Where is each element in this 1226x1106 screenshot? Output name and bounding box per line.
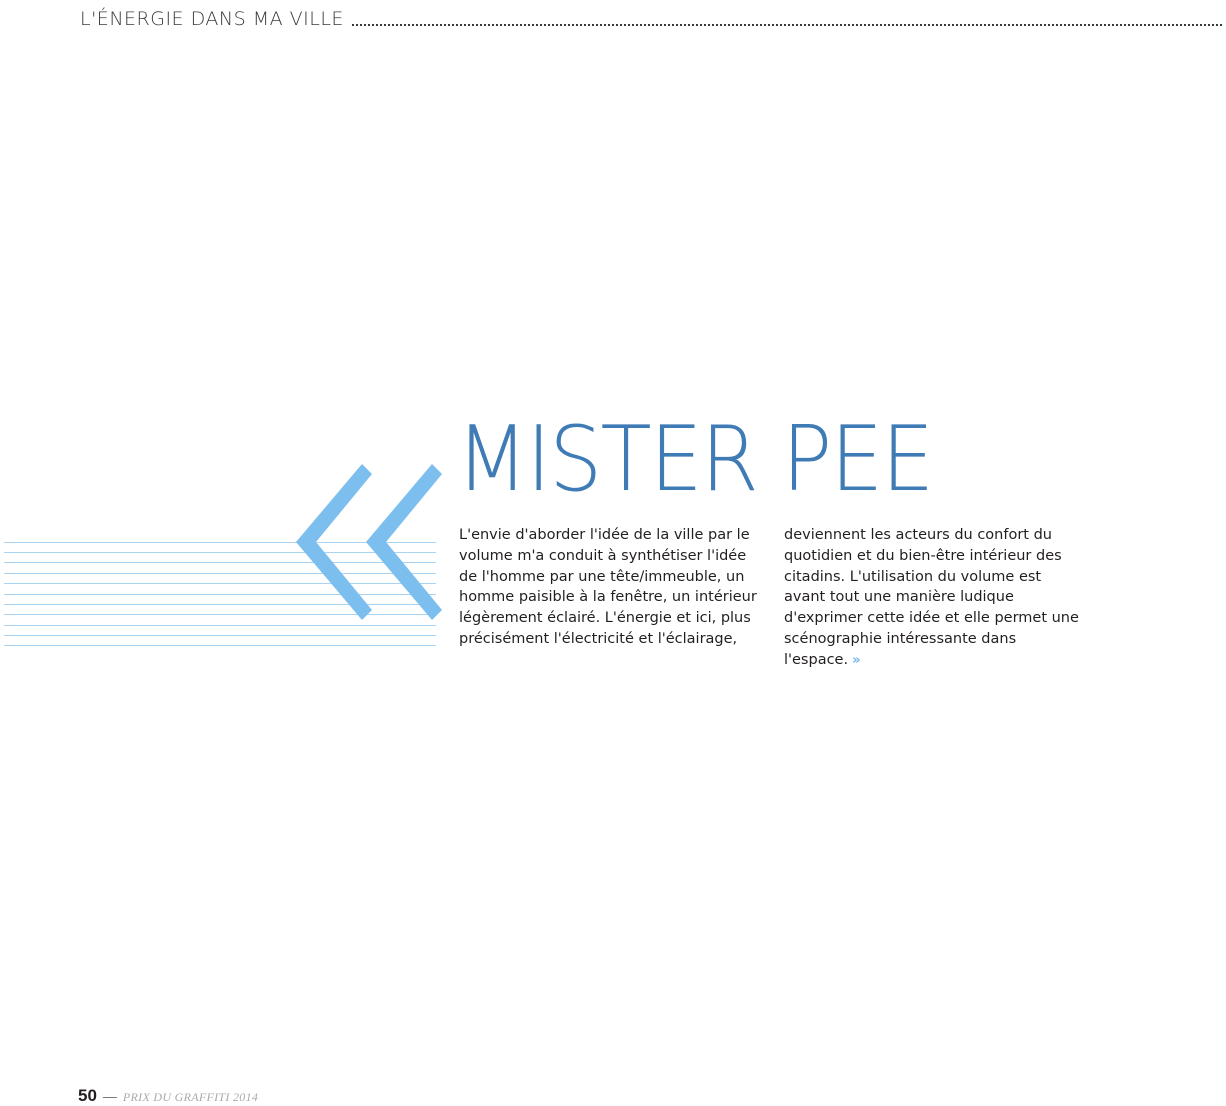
quote-marks-icon xyxy=(296,464,446,620)
article-column-1 xyxy=(459,525,759,650)
article-column-2 xyxy=(784,525,1084,672)
article-paragraph-1: L'envie d'aborder l'idée de la ville par le volume m'a conduit à synthétiser l'idée de l'homme par une tête/immeuble, un homme paisible à la fenêtre, un intérieur légèrement éclairé. L'énergie et ici, plus précisément l'électricité et l'éclairage, xyxy=(459,527,757,647)
section-header xyxy=(80,6,1222,30)
publication-name: PRIX DU GRAFFITI 2014 xyxy=(122,1090,259,1104)
article-title: MISTER PEE xyxy=(456,407,933,512)
article-paragraph-2-text: deviennent les acteurs du confort du quotidien et du bien-être intérieur des citadins. L'utilisation du volume est avant tout une manière ludique d'exprimer cette idée et elle permet une scénographie intéressante dans l'espace. xyxy=(784,527,1079,668)
page-number: 50 xyxy=(78,1086,97,1105)
section-title: L'ÉNERGIE DANS MA VILLE xyxy=(80,8,344,30)
footer-separator: — xyxy=(102,1088,117,1104)
dotted-rule xyxy=(352,24,1222,26)
article-paragraph-2 xyxy=(784,525,1084,672)
page-footer xyxy=(78,1086,258,1106)
double-chevron-right-icon: » xyxy=(852,652,861,668)
